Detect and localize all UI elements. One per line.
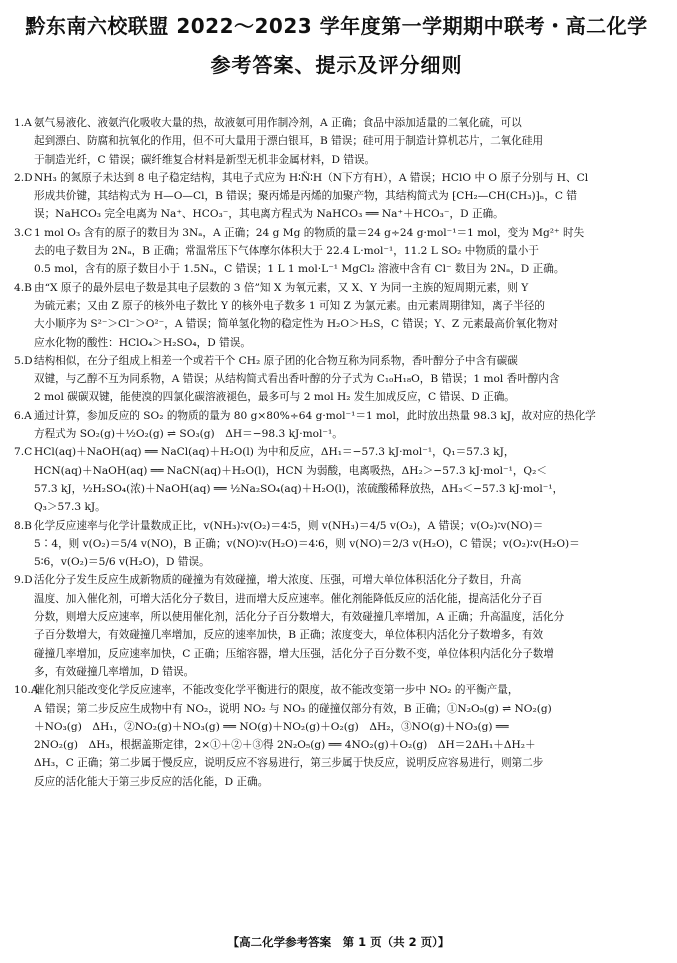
answer-line: 由“X 原子的最外层电子数是其电子层数的 3 倍”知 X 为氧元素，又 X、Y 为同一主族的短周期元素，则 Y (34, 281, 529, 294)
answer-line: 形成共价键，其结构式为 H—O—Cl，B 错误；聚丙烯是丙烯的加聚产物，其结构简式为 ⁅CH₂—CH(CH₃)⁆ₙ，C 错 (34, 190, 577, 203)
answer-line: 1 mol O₃ 含有的原子的数目为 3Nₐ，A 正确；24 g Mg 的物质的量＝24 g÷24 g·mol⁻¹＝1 mol，变为 Mg²⁺ 时失 (34, 226, 585, 239)
answer-line: 催化剂只能改变化学反应速率，不能改变化学平衡进行的限度，故不能改变第一步中 NO₂ 的平衡产量， (34, 684, 519, 697)
answer-line: 温度、加入催化剂，可增大活化分子数目，进而增大反应速率。催化剂能降低反应的活化能，提高活化分子百 (34, 592, 543, 605)
page-title: 黔东南六校联盟 2022～2023 学年度第一学期期中联考・高二化学 (25, 14, 648, 38)
answer-text (34, 681, 659, 791)
answer-line: ＋NO₃(g) ΔH₁，②NO₂(g)＋NO₃(g) ══ NO(g)＋NO₂(g)＋O₂(g) ΔH₂，③NO(g)＋NO₃(g) ══ (34, 720, 509, 733)
page-footer: 【高二化学参考答案 第 1 页（共 2 页）】 (227, 935, 450, 949)
answer-item (14, 224, 659, 279)
answer-line: 化学反应速率与化学计量数成正比，v(NH₃)∶v(O₂)＝4∶5，则 v(NH₃)＝4/5 v(O₂)，A 错误；v(O₂)∶v(NO)＝ (34, 519, 544, 532)
answer-line: HCl(aq)＋NaOH(aq) ══ NaCl(aq)＋H₂O(l) 为中和反应，ΔH₁＝−57.3 kJ·mol⁻¹，Q₁＝57.3 kJ， (34, 446, 515, 459)
answer-item (14, 169, 659, 224)
answer-line: 通过计算，参加反应的 SO₂ 的物质的量为 80 g×80%÷64 g·mol⁻¹＝1 mol，此时放出热量 98.3 kJ，故对应的热化学 (34, 409, 596, 422)
answer-line: 0.5 mol，含有的原子数目小于 1.5Nₐ，C 错误；1 L 1 mol·L⁻¹ MgCl₂ 溶液中含有 Cl⁻ 数目为 2Nₐ，D 正确。 (34, 263, 565, 276)
answer-line: 去的电子数目为 2Nₐ，B 正确；常温常压下气体摩尔体积大于 22.4 L·mol⁻¹，11.2 L SO₂ 中物质的量小于 (34, 245, 539, 258)
answer-item (14, 681, 659, 791)
answer-line: 活化分子发生反应生成新物质的碰撞为有效碰撞，增大浓度、压强，可增大单位体积活化分子数目，升高 (34, 574, 522, 587)
answer-line: HCN(aq)＋NaOH(aq) ══ NaCN(aq)＋H₂O(l)，HCN 为弱酸，电离吸热，ΔH₂＞−57.3 kJ·mol⁻¹，Q₂＜ (34, 464, 547, 477)
answer-line: 反应的活化能大于第三步反应的活化能，D 正确。 (34, 775, 269, 788)
answer-text (34, 407, 659, 444)
answer-text (34, 352, 659, 407)
answer-text (34, 224, 659, 279)
answer-item (14, 114, 659, 169)
answer-line: 结构相似，在分子组成上相差一个或若干个 CH₂ 原子团的化合物互称为同系物，香叶醇分子中含有碳碳 (34, 354, 518, 367)
answer-line: 为硫元素；又由 Z 原子的核外电子数比 Y 的核外电子数多 1 可知 Z 为氯元素。由元素周期律知，离子半径的 (34, 299, 545, 312)
answer-number: 8.B (14, 519, 32, 532)
answer-number: 4.B (14, 281, 32, 294)
answer-text (34, 169, 659, 224)
answer-item (14, 279, 659, 352)
answer-number: 7.C (14, 446, 33, 459)
answer-item (14, 407, 659, 444)
answer-text (34, 517, 659, 572)
answer-line: 起到漂白、防腐和抗氧化的作用，但不可大量用于漂白银耳，B 错误；硅可用于制造计算机芯片，二氧化硅用 (34, 135, 544, 148)
answer-line: 5∶6，v(O₂)＝5/6 v(H₂O)，D 错误。 (34, 556, 210, 569)
answer-line: 子百分数增大，有效碰撞几率增加，反应的速率加快，B 正确；浓度变大，单位体积内活化分子数增多，有效 (34, 629, 544, 642)
answer-text (34, 279, 659, 352)
answer-line: 5∶4，则 v(O₂)＝5/4 v(NO)，B 正确；v(NO)∶v(H₂O)＝4∶6，则 v(NO)＝2/3 v(H₂O)，C 错误；v(O₂)∶v(H₂O)＝ (34, 537, 580, 550)
answer-line: 误；NaHCO₃ 完全电离为 Na⁺、HCO₃⁻，其电离方程式为 NaHCO₃ ══ Na⁺＋HCO₃⁻，D 正确。 (34, 208, 504, 221)
answer-text (34, 443, 659, 516)
answer-line: 方程式为 SO₂(g)＋½O₂(g) ⇌ SO₃(g) ΔH＝−98.3 kJ·mol⁻¹。 (34, 428, 343, 441)
answer-number: 9.D (14, 574, 33, 587)
answer-number: 5.D (14, 354, 33, 367)
answer-line: A 错误；第二步反应生成物中有 NO₂，说明 NO₂ 与 NO₃ 的碰撞仅部分有效，B 正确；①N₂O₅(g) ⇌ NO₂(g) (34, 702, 552, 715)
answer-list (14, 114, 659, 791)
answer-number: 6.A (14, 409, 32, 422)
answer-line: 双键，与乙醇不互为同系物，A 错误；从结构简式看出香叶醇的分子式为 C₁₀H₁₈O，B 错误；1 mol 香叶醇内含 (34, 373, 560, 386)
answer-text (34, 571, 659, 681)
answer-item (14, 517, 659, 572)
answer-line: 大小顺序为 S²⁻＞Cl⁻＞O²⁻，A 错误；简单氢化物的稳定性为 H₂O＞H₂S，C 错误；Y、Z 元素最高价氧化物对 (34, 318, 558, 331)
answer-line: 于制造光纤，C 错误；碳纤维复合材料是新型无机非金属材料，D 错误。 (34, 153, 376, 166)
answer-line: 多，有效碰撞几率增加，D 错误。 (34, 665, 195, 678)
answer-number: 1.A (14, 117, 32, 129)
answer-number: 10.A (14, 684, 39, 697)
answer-line: 分数，则增大反应速率，所以使用催化剂，活化分子百分数增大，有效碰撞几率增加，A 正确；升高温度，活化分 (34, 611, 565, 624)
answer-line: 2NO₂(g) ΔH₃，根据盖斯定律，2×①＋②＋③得 2N₂O₅(g) ══ 4NO₂(g)＋O₂(g) ΔH＝2ΔH₁＋ΔH₂＋ (34, 739, 536, 752)
answer-line: Q₃＞57.3 kJ。 (34, 501, 106, 514)
answer-line: 2 mol 碳碳双键，能使溴的四氯化碳溶液褪色，最多可与 2 mol H₂ 发生加成反应，C 错误、D 正确。 (34, 391, 515, 404)
answer-line: 碰撞几率增加，反应速率加快，C 正确；压缩容器，增大压强，活化分子百分数不变，单位体积内活化分子数增 (34, 647, 554, 660)
answer-item (14, 443, 659, 516)
answer-line: 应水化物的酸性：HClO₄＞H₂SO₄，D 错误。 (34, 336, 251, 349)
page-subtitle: 参考答案、提示及评分细则 (210, 53, 463, 77)
answer-item (14, 352, 659, 407)
answer-item (14, 571, 659, 681)
answer-number: 2.D (14, 171, 33, 184)
answer-line: NH₃ 的氮原子未达到 8 电子稳定结构，其电子式应为 H∶N̈∶H（N下方有H），A 错误；HClO 中 O 原子分别与 H、Cl (34, 171, 589, 184)
answer-text (34, 114, 659, 169)
answer-line: 氨气易液化、液氨汽化吸收大量的热，故液氨可用作制冷剂，A 正确；食品中添加适量的二氧化硫，可以 (34, 117, 522, 129)
answer-line: 57.3 kJ，½H₂SO₄(浓)＋NaOH(aq) ══ ½Na₂SO₄(aq)＋H₂O(l)，浓硫酸稀释放热，ΔH₃＜−57.3 kJ·mol⁻¹， (34, 482, 564, 495)
answer-number: 3.C (14, 226, 33, 239)
answer-line: ΔH₃，C 正确；第二步属于慢反应，说明反应不容易进行，第三步属于快反应，说明反应容易进行，则第二步 (34, 757, 544, 770)
